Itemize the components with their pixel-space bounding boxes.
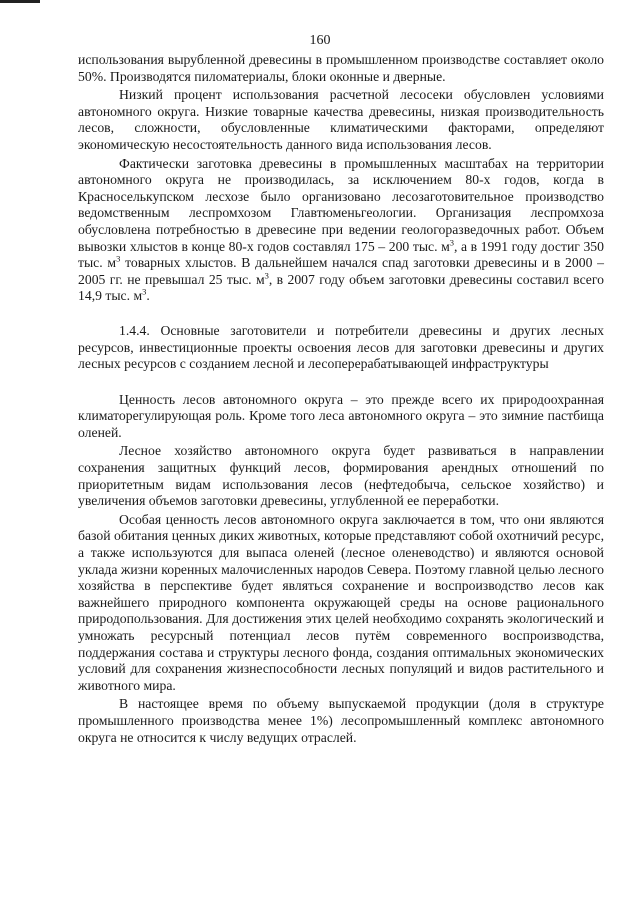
cubic-superscript: 3 [449, 236, 454, 247]
harvest-text-e: . [146, 288, 150, 304]
document-body [78, 52, 604, 746]
cubic-superscript: 3 [264, 270, 269, 281]
page-number: 160 [309, 33, 331, 48]
paragraph-low-usage: Низкий процент использования расчетной лесосеки обусловлен условиями автономного округа. Низкие товарные качества древесины, низкая производительность лесов, сложности, обусловленные климатическими факторами, определяют экономическую несостоятельность данного вида использования лесов. [78, 87, 604, 152]
section-heading: 1.4.4. Основные заготовители и потребители древесины и других лесных ресурсов, инвестиционные проекты освоения лесов для заготовки древесины и других лесных ресурсов с созданием лесной и лесоперерабатывающей инфраструктуры [78, 322, 604, 372]
paragraph-harvest-history [78, 156, 604, 305]
cubic-superscript: 3 [142, 286, 147, 297]
paragraph-continuation: использования вырубленной древесины в промышленном производстве составляет около 50%. Производятся пиломатериалы, блоки оконные и дверные. [78, 52, 604, 84]
scan-edge-mark [0, 0, 40, 3]
harvest-text-c: товарных хлыстов. В дальнейшем начался спад заготовки древесины и в 2000 – 2005 гг. не превышал 25 тыс. м [78, 255, 605, 287]
paragraph-forest-value: Ценность лесов автономного округа – это прежде всего их природоохранная климаторегулирующая роль. Кроме того леса автономного округа – это зимние пастбища оленей. [78, 391, 604, 440]
paragraph-forestry-development: Лесное хозяйство автономного округа будет развиваться в направлении сохранения защитных функций лесов, формирования арендных отношений по приоритетным видам использования лесов (нефтедобыча, сельское хозяйство) и увеличения объемов заготовки древесины, углубленной ее переработки. [78, 443, 604, 509]
harvest-text-a: Фактически заготовка древесины в промышленных масштабах на территории автономного округа не производилась, за исключением 80-х годов, когда в Красноселькупском лесхозе было организовано лесозаготовительное производство ведомственным леспромхозом Главтюменьгеологии. Организация леспромхоза обусловлена потребностью в древесине при ведении геологоразведочных работ. Объем вывозки хлыстов в конце 80-х годов составлял 175 – 200 тыс. м [78, 155, 604, 254]
paragraph-forest-importance: Особая ценность лесов автономного округа заключается в том, что они являются базой обитания ценных диких животных, которые представляют собой охотничий ресурс, а также используются для выпаса оленей (лесное оленеводство) и являются основой уклада жизни коренных малочисленных народов Севера. Поэтому главной целью лесного хозяйства в перспективе будет являться сохранение и воспроизводство лесов как важнейшего природного компонента окружающей среды на основе рационального природопользования. Для достижения этих целей необходимо сохранять экологический и умножать ресурсный потенциал лесов путём современного воспроизводства, поддержания состава и структуры лесного фонда, создания оптимальных экономических условий для сохранения жизнеспособности лесных популяций и видов растительного и животного мира. [78, 511, 604, 693]
cubic-superscript: 3 [116, 253, 121, 264]
harvest-text-d: , в 2007 году объем заготовки древесины составил всего 14,9 тыс. м [78, 271, 605, 304]
harvest-text-b: , а в 1991 году достиг 350 тыс. м [78, 238, 604, 271]
paragraph-industry-share: В настоящее время по объему выпускаемой продукции (доля в структуре промышленного производства менее 1%) лесопромышленный комплекс автономного округа не относится к числу ведущих отраслей. [78, 696, 604, 745]
